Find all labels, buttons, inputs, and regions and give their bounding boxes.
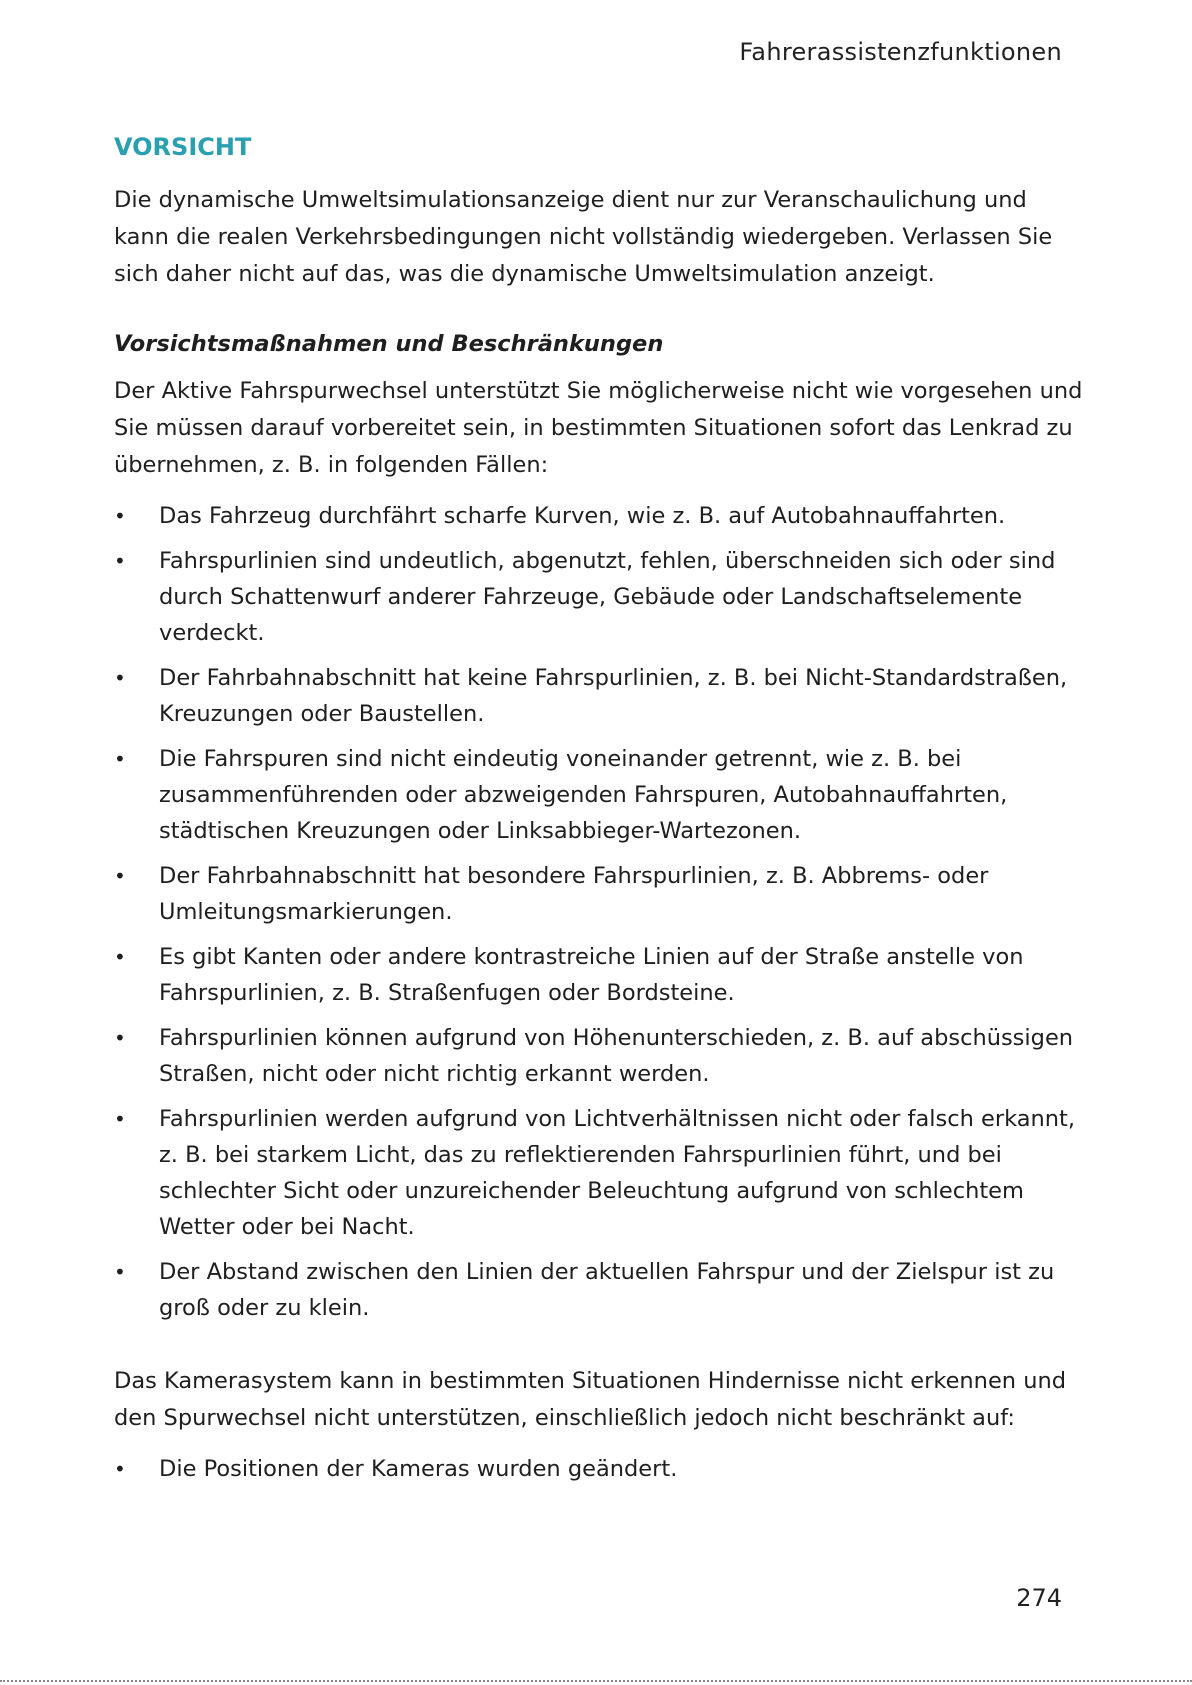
caution-heading: VORSICHT <box>114 133 252 161</box>
list-item-text: Das Fahrzeug durchfährt scharfe Kurven, wie z. B. auf Autobahnauffahrten. <box>159 503 1006 529</box>
precautions-list <box>114 498 1086 1326</box>
list-item <box>114 741 1086 849</box>
list-item <box>114 543 1086 651</box>
list-item <box>114 498 1086 534</box>
list-item <box>114 1020 1086 1092</box>
page-content <box>114 130 1086 1496</box>
list-item <box>114 939 1086 1011</box>
camera-intro: Das Kamerasystem kann in bestimmten Situationen Hindernisse nicht erkennen und den Spurwechsel nicht unterstützen, einschließlich jedoch nicht beschränkt auf: <box>114 1368 1066 1431</box>
list-item-text: Der Fahrbahnabschnitt hat keine Fahrspurlinien, z. B. bei Nicht-Standardstraßen, Kreuzungen oder Baustellen. <box>159 665 1068 727</box>
list-item-text: Die Fahrspuren sind nicht eindeutig voneinander getrennt, wie z. B. bei zusammenführenden oder abzweigenden Fahrspuren, Autobahnauffahrten, städtischen Kreuzungen oder Linksabbieger-Wartezonen. <box>159 746 1008 844</box>
list-item-text: Der Abstand zwischen den Linien der aktuellen Fahrspur und der Zielspur ist zu groß oder zu klein. <box>159 1259 1055 1321</box>
caution-text: Die dynamische Umweltsimulationsanzeige dient nur zur Veranschaulichung und kann die realen Verkehrsbedingungen nicht vollständig wiedergeben. Verlassen Sie sich daher nicht auf das, was die dynamische Umweltsimulation anzeigt. <box>114 187 1053 287</box>
list-item-text: Fahrspurlinien können aufgrund von Höhenunterschieden, z. B. auf abschüssigen Straßen, nicht oder nicht richtig erkannt werden. <box>159 1025 1074 1087</box>
bullet-icon: • <box>114 1457 126 1481</box>
list-item-text: Die Positionen der Kameras wurden geändert. <box>159 1456 678 1482</box>
bullet-icon: • <box>114 549 126 573</box>
bullet-icon: • <box>114 747 126 771</box>
precautions-intro: Der Aktive Fahrspurwechsel unterstützt Sie möglicherweise nicht wie vorgesehen und Sie müssen darauf vorbereitet sein, in bestimmten Situationen sofort das Lenkrad zu übernehmen, z. B. in folgenden Fällen: <box>114 378 1083 478</box>
bullet-icon: • <box>114 945 126 969</box>
bullet-icon: • <box>114 1026 126 1050</box>
list-item-text: Der Fahrbahnabschnitt hat besondere Fahrspurlinien, z. B. Abbrems- oder Umleitungsmarkierungen. <box>159 863 989 925</box>
bullet-icon: • <box>114 1107 126 1131</box>
bullet-icon: • <box>114 864 126 888</box>
bullet-icon: • <box>114 1260 126 1284</box>
camera-list <box>114 1451 1086 1487</box>
page-number: 274 <box>1016 1584 1062 1612</box>
page-bottom-divider <box>0 1680 1192 1682</box>
list-item-text: Fahrspurlinien sind undeutlich, abgenutzt, fehlen, überschneiden sich oder sind durch Schattenwurf anderer Fahrzeuge, Gebäude oder Landschaftselemente verdeckt. <box>159 548 1056 646</box>
list-item <box>114 1101 1086 1245</box>
list-item <box>114 1451 1086 1487</box>
list-item-text: Es gibt Kanten oder andere kontrastreiche Linien auf der Straße anstelle von Fahrspurlinien, z. B. Straßenfugen oder Bordsteine. <box>159 944 1024 1006</box>
list-item-text: Fahrspurlinien werden aufgrund von Lichtverhältnissen nicht oder falsch erkannt, z. B. bei starkem Licht, das zu reflektierenden Fahrspurlinien führt, und bei schlechter Sicht oder unzureichender Beleuchtung aufgrund von schlechtem Wetter oder bei Nacht. <box>159 1106 1076 1240</box>
list-item <box>114 660 1086 732</box>
precautions-heading: Vorsichtsmaßnahmen und Beschränkungen <box>114 331 664 357</box>
page-header-section-title: Fahrerassistenzfunktionen <box>739 38 1062 66</box>
list-item <box>114 858 1086 930</box>
list-item <box>114 1254 1086 1326</box>
bullet-icon: • <box>114 666 126 690</box>
bullet-icon: • <box>114 504 126 528</box>
